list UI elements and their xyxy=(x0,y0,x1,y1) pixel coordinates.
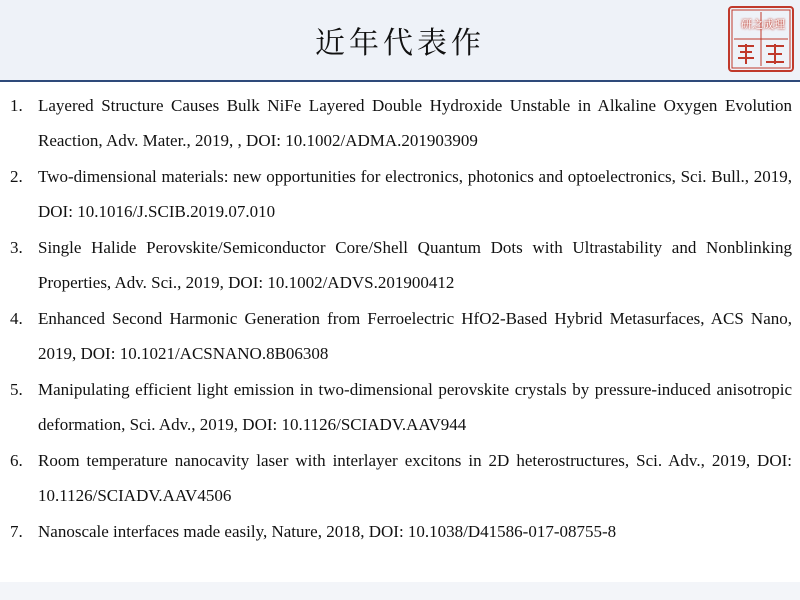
reference-number: 5. xyxy=(10,380,23,399)
reference-number: 7. xyxy=(10,522,23,541)
page-title: 近年代表作 xyxy=(315,26,485,61)
title-bar xyxy=(0,0,800,82)
reference-text: Two-dimensional materials: new opportunities for electronics, photonics and optoelectronics, Sci. Bull., 2019, DOI: 10.1016/J.SCIB.2019.07.010 xyxy=(38,167,792,221)
reference-item xyxy=(10,159,792,229)
seal-text: 研之成理 xyxy=(741,18,785,31)
reference-item xyxy=(10,88,792,158)
reference-number: 1. xyxy=(10,96,23,115)
reference-text: Single Halide Perovskite/Semiconductor Core/Shell Quantum Dots with Ultrastability and Nonblinking Properties, Adv. Sci., 2019, DOI: 10.1002/ADVS.201900412 xyxy=(38,238,792,292)
reference-text: Room temperature nanocavity laser with interlayer excitons in 2D heterostructures, Sci. Adv., 2019, DOI: 10.1126/SCIADV.AAV4506 xyxy=(38,451,792,505)
reference-item xyxy=(10,514,792,549)
reference-text: Enhanced Second Harmonic Generation from Ferroelectric HfO2-Based Hybrid Metasurfaces, ACS Nano, 2019, DOI: 10.1021/ACSNANO.8B06308 xyxy=(38,309,792,363)
reference-item xyxy=(10,230,792,300)
reference-number: 3. xyxy=(10,238,23,257)
reference-item xyxy=(10,301,792,371)
reference-text: Manipulating efficient light emission in two-dimensional perovskite crystals by pressure-induced anisotropic deformation, Sci. Adv., 2019, DOI: 10.1126/SCIADV.AAV944 xyxy=(38,380,792,434)
reference-number: 4. xyxy=(10,309,23,328)
reference-number: 2. xyxy=(10,167,23,186)
reference-list xyxy=(10,88,792,550)
footer-strip xyxy=(0,582,800,600)
reference-item xyxy=(10,443,792,513)
reference-number: 6. xyxy=(10,451,23,470)
seal-logo xyxy=(728,6,794,72)
reference-text: Layered Structure Causes Bulk NiFe Layered Double Hydroxide Unstable in Alkaline Oxygen Evolution Reaction, Adv. Mater., 2019, , DOI: 10.1002/ADMA.201903909 xyxy=(38,96,792,150)
reference-item xyxy=(10,372,792,442)
reference-text: Nanoscale interfaces made easily, Nature, 2018, DOI: 10.1038/D41586-017-08755-8 xyxy=(38,522,617,541)
